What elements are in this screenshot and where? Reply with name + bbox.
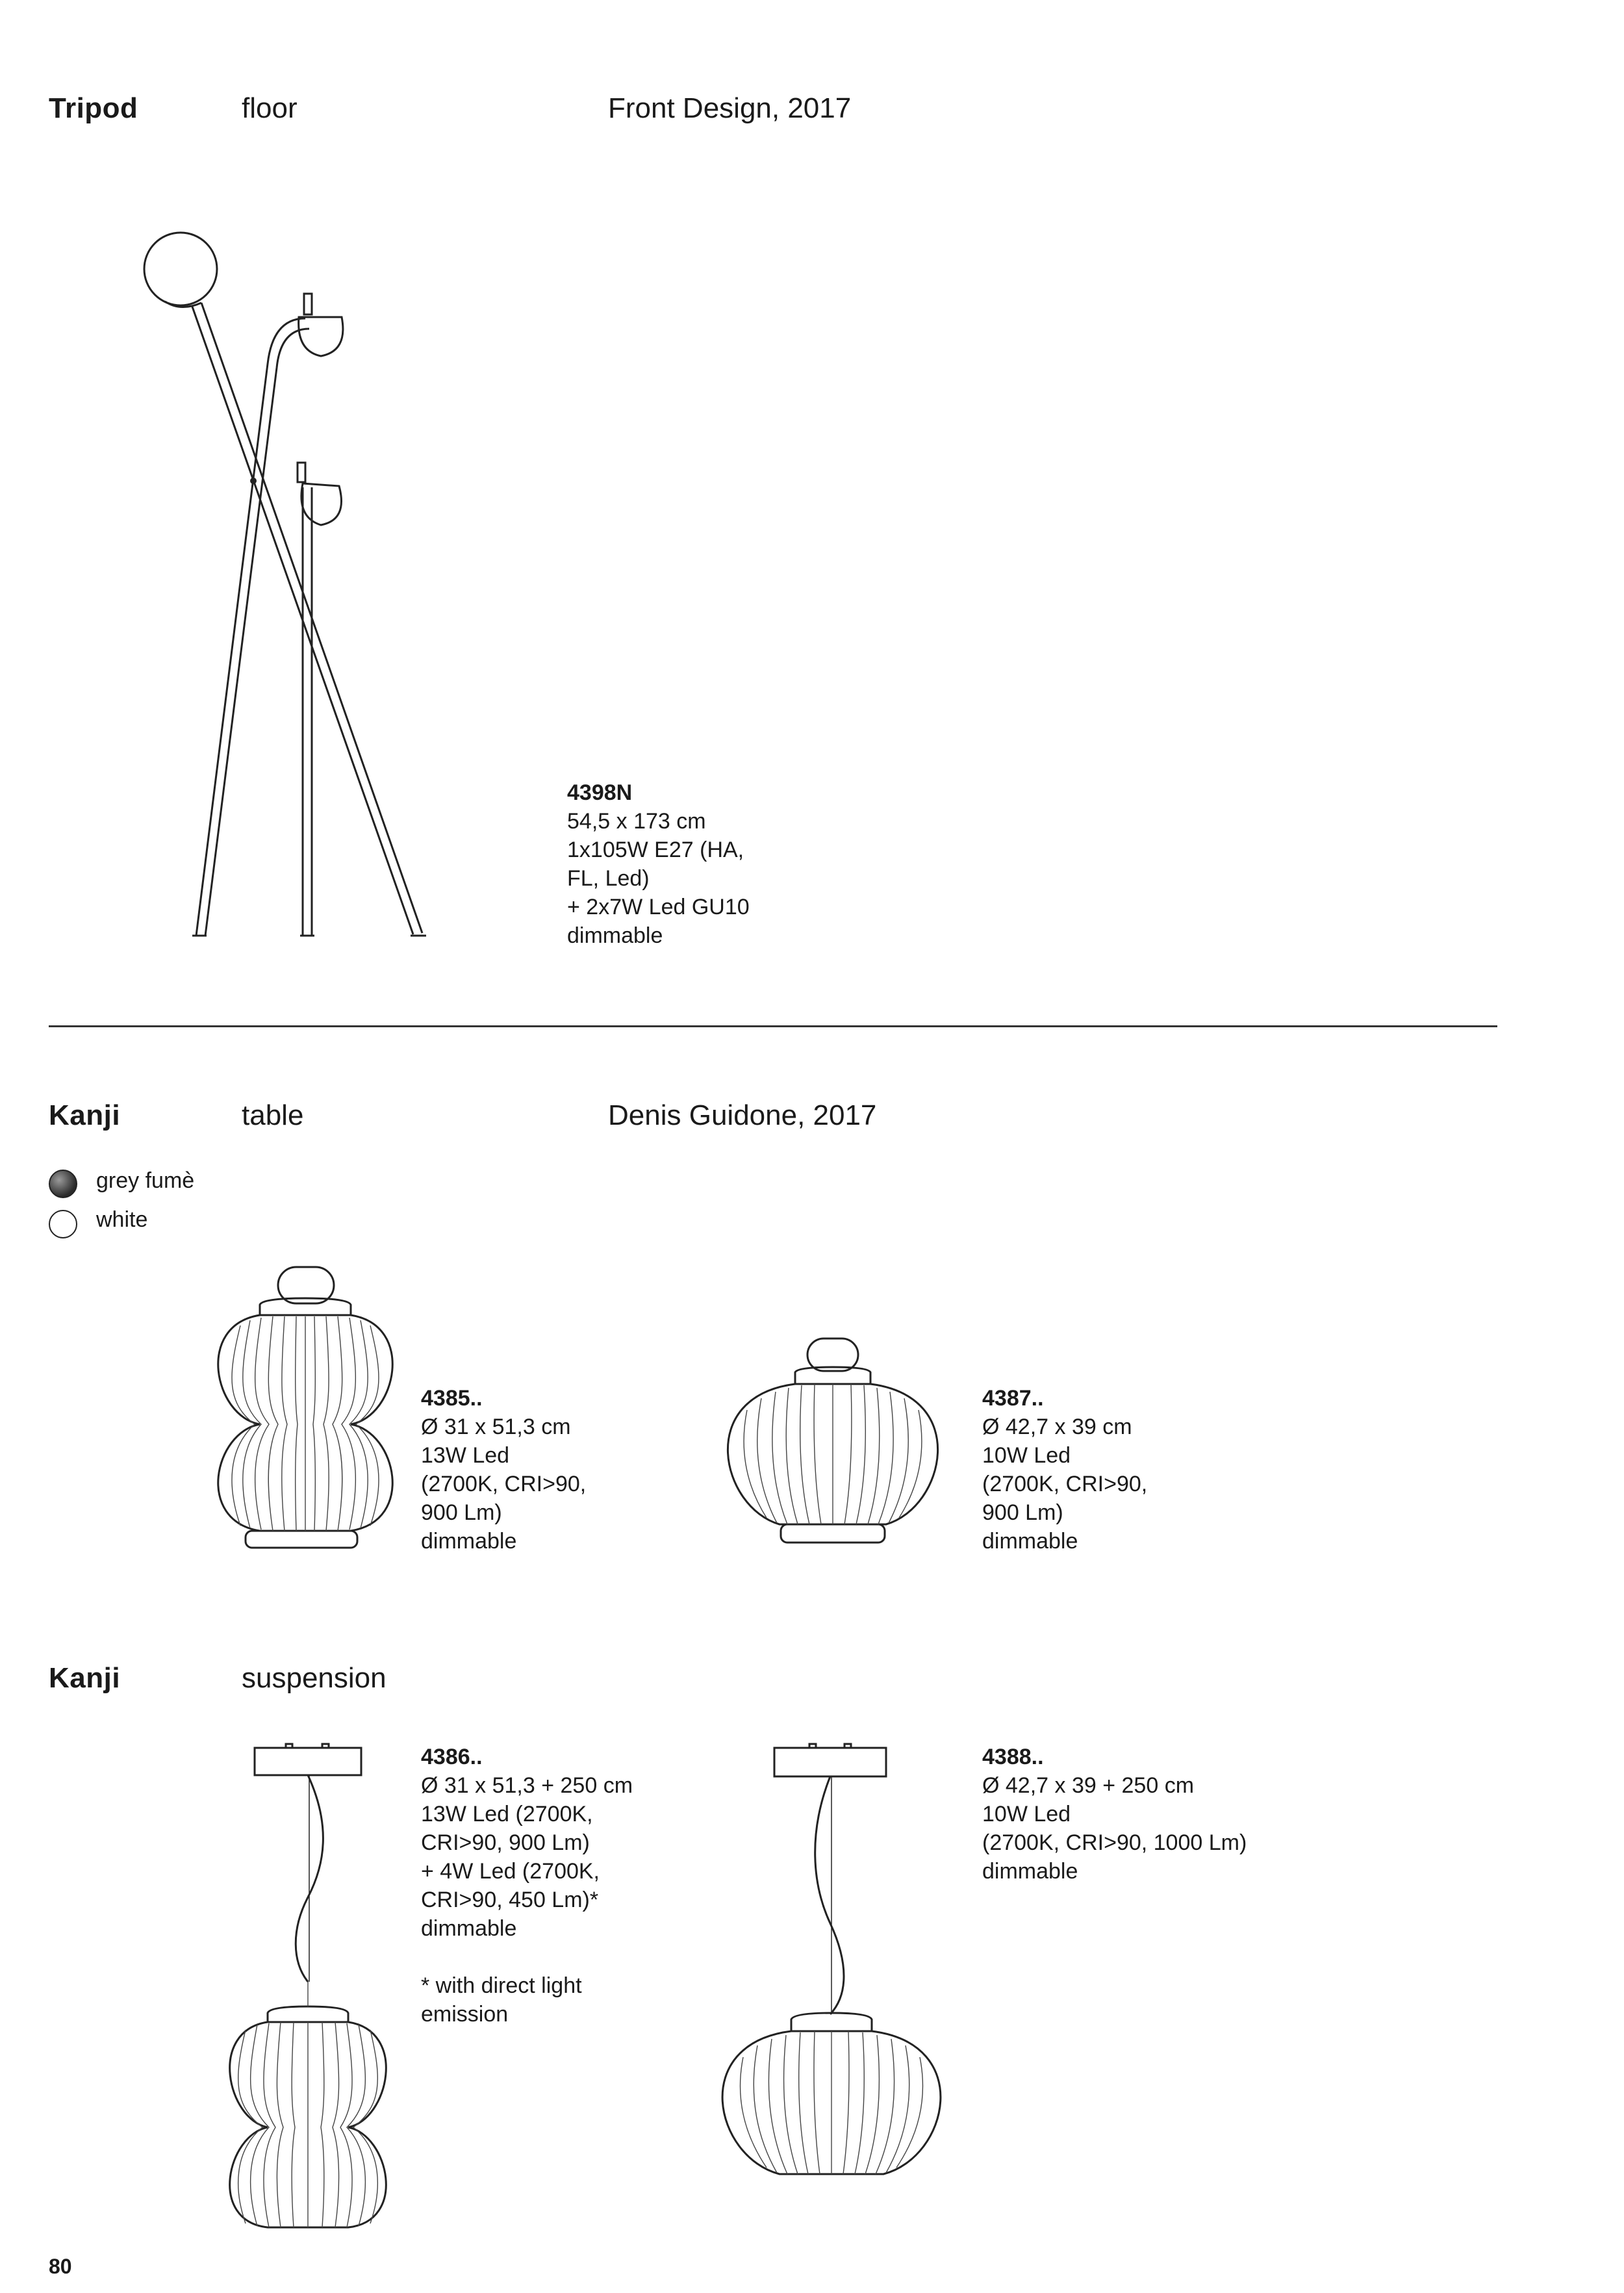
kanji-table-product-type: table xyxy=(242,1099,304,1131)
kanji-table-product-name: Kanji xyxy=(49,1099,121,1131)
tripod-product-name: Tripod xyxy=(49,92,138,124)
kanji-suspension-4388-drawing xyxy=(715,1741,948,2196)
finish-swatch-white xyxy=(49,1210,77,1238)
product-spec-4388: Ø 42,7 x 39 + 250 cm 10W Led (2700K, CRI>90, 1000 Lm) dimmable xyxy=(982,1773,1247,1884)
kanji-table-4385-drawing xyxy=(214,1263,390,1549)
product-code-4385: 4385.. xyxy=(421,1386,483,1411)
kanji-suspension-product-name: Kanji xyxy=(49,1662,121,1694)
page-number: 80 xyxy=(49,2255,72,2278)
product-code-4388: 4388.. xyxy=(982,1745,1044,1769)
product-code-4398N: 4398N xyxy=(567,780,633,805)
product-spec-4386: Ø 31 x 51,3 + 250 cm 13W Led (2700K, CRI>90, 900 Lm) + 4W Led (2700K, CRI>90, 450 Lm)* dimmable * with direct light emission xyxy=(421,1773,633,2027)
tripod-product-type: floor xyxy=(242,92,298,124)
tripod-designer: Front Design, 2017 xyxy=(608,92,852,124)
product-code-4386: 4386.. xyxy=(421,1745,483,1769)
finish-label-grey-fume: grey fumè xyxy=(96,1168,195,1193)
section-divider xyxy=(49,1025,1497,1027)
product-code-4387: 4387.. xyxy=(982,1386,1044,1411)
product-spec-4398N: 54,5 x 173 cm 1x105W E27 (HA, FL, Led) + 2x7W Led GU10 dimmable xyxy=(567,809,750,948)
kanji-table-designer: Denis Guidone, 2017 xyxy=(608,1099,877,1131)
tripod-floor-lamp-drawing xyxy=(130,221,442,955)
finish-label-white: white xyxy=(96,1207,148,1232)
product-spec-4387: Ø 42,7 x 39 cm 10W Led (2700K, CRI>90, 900 Lm) dimmable xyxy=(982,1415,1148,1554)
product-spec-4385: Ø 31 x 51,3 cm 13W Led (2700K, CRI>90, 900 Lm) dimmable xyxy=(421,1415,587,1554)
kanji-suspension-4386-drawing xyxy=(221,1741,390,2235)
kanji-suspension-product-type: suspension xyxy=(242,1662,387,1694)
kanji-table-4387-drawing xyxy=(721,1335,948,1556)
finish-swatch-grey-fume xyxy=(49,1170,77,1198)
